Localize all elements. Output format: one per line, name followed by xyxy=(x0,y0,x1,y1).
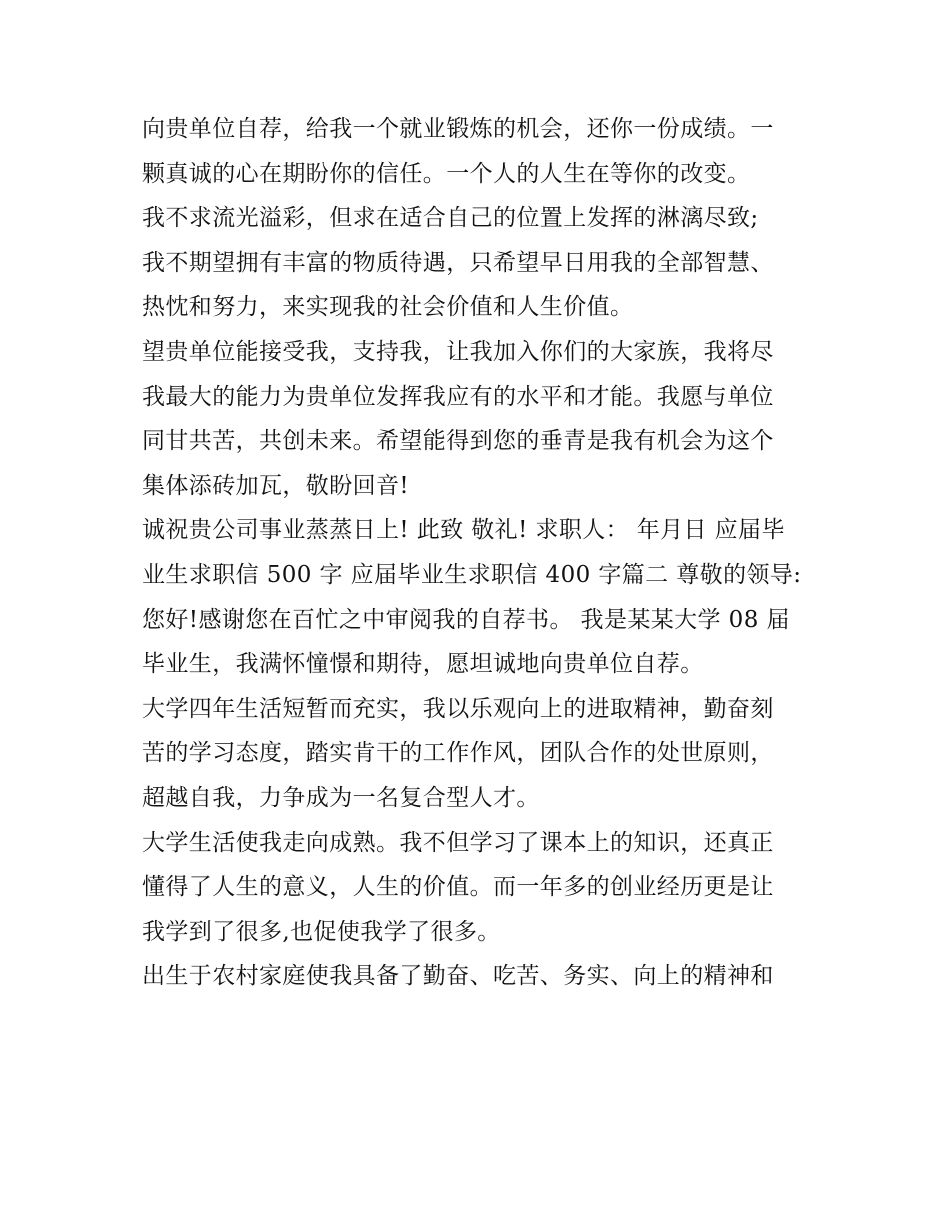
text-line: 业生求职信 500 字 应届毕业生求职信 400 字篇二 尊敬的领导: xyxy=(142,561,802,588)
text-line: 超越自我，力争成为一名复合型人才。 xyxy=(142,784,540,811)
text-line: 大学四年生活短暂而充实，我以乐观向上的进取精神，勤奋刻 xyxy=(142,695,774,722)
text-line: 望贵单位能接受我，支持我，让我加入你们的大家族，我将尽 xyxy=(142,338,774,365)
text-line: 集体添砖加瓦，敬盼回音! xyxy=(142,472,410,499)
text-line: 同甘共苦，共创未来。希望能得到您的垂青是我有机会为这个 xyxy=(142,428,774,455)
body-text xyxy=(142,107,822,999)
text-line: 您好!感谢您在百忙之中审阅我的自荐书。 我是某某大学 08 届 xyxy=(142,606,790,633)
text-line: 向贵单位自荐，给我一个就业锻炼的机会，还你一份成绩。一 xyxy=(142,116,774,142)
text-line: 我不期望拥有丰富的物质待遇，只希望早日用我的全部智慧、 xyxy=(142,249,774,276)
text-line: 诚祝贵公司事业蒸蒸日上! 此致 敬礼! 求职人： 年月日 应届毕 xyxy=(142,517,785,544)
text-line: 懂得了人生的意义，人生的价值。而一年多的创业经历更是让 xyxy=(142,874,774,901)
text-line: 我学到了很多,也促使我学了很多。 xyxy=(142,918,501,945)
text-line: 我最大的能力为贵单位发挥我应有的水平和才能。我愿与单位 xyxy=(142,383,774,410)
text-line: 热忱和努力，来实现我的社会价值和人生价值。 xyxy=(142,294,634,321)
text-line: 毕业生，我满怀憧憬和期待，愿坦诚地向贵单位自荐。 xyxy=(142,651,704,678)
text-line: 苦的学习态度，踏实肯干的工作作风，团队合作的处世原则， xyxy=(142,740,774,767)
text-line: 颗真诚的心在期盼你的信任。一个人的人生在等你的改变。 xyxy=(142,160,751,187)
text-line: 大学生活使我走向成熟。我不但学习了课本上的知识，还真正 xyxy=(142,829,774,856)
text-line: 我不求流光溢彩，但求在适合自己的位置上发挥的淋漓尽致; xyxy=(142,205,759,232)
text-line: 出生于农村家庭使我具备了勤奋、吃苦、务实、向上的精神和 xyxy=(142,963,774,990)
